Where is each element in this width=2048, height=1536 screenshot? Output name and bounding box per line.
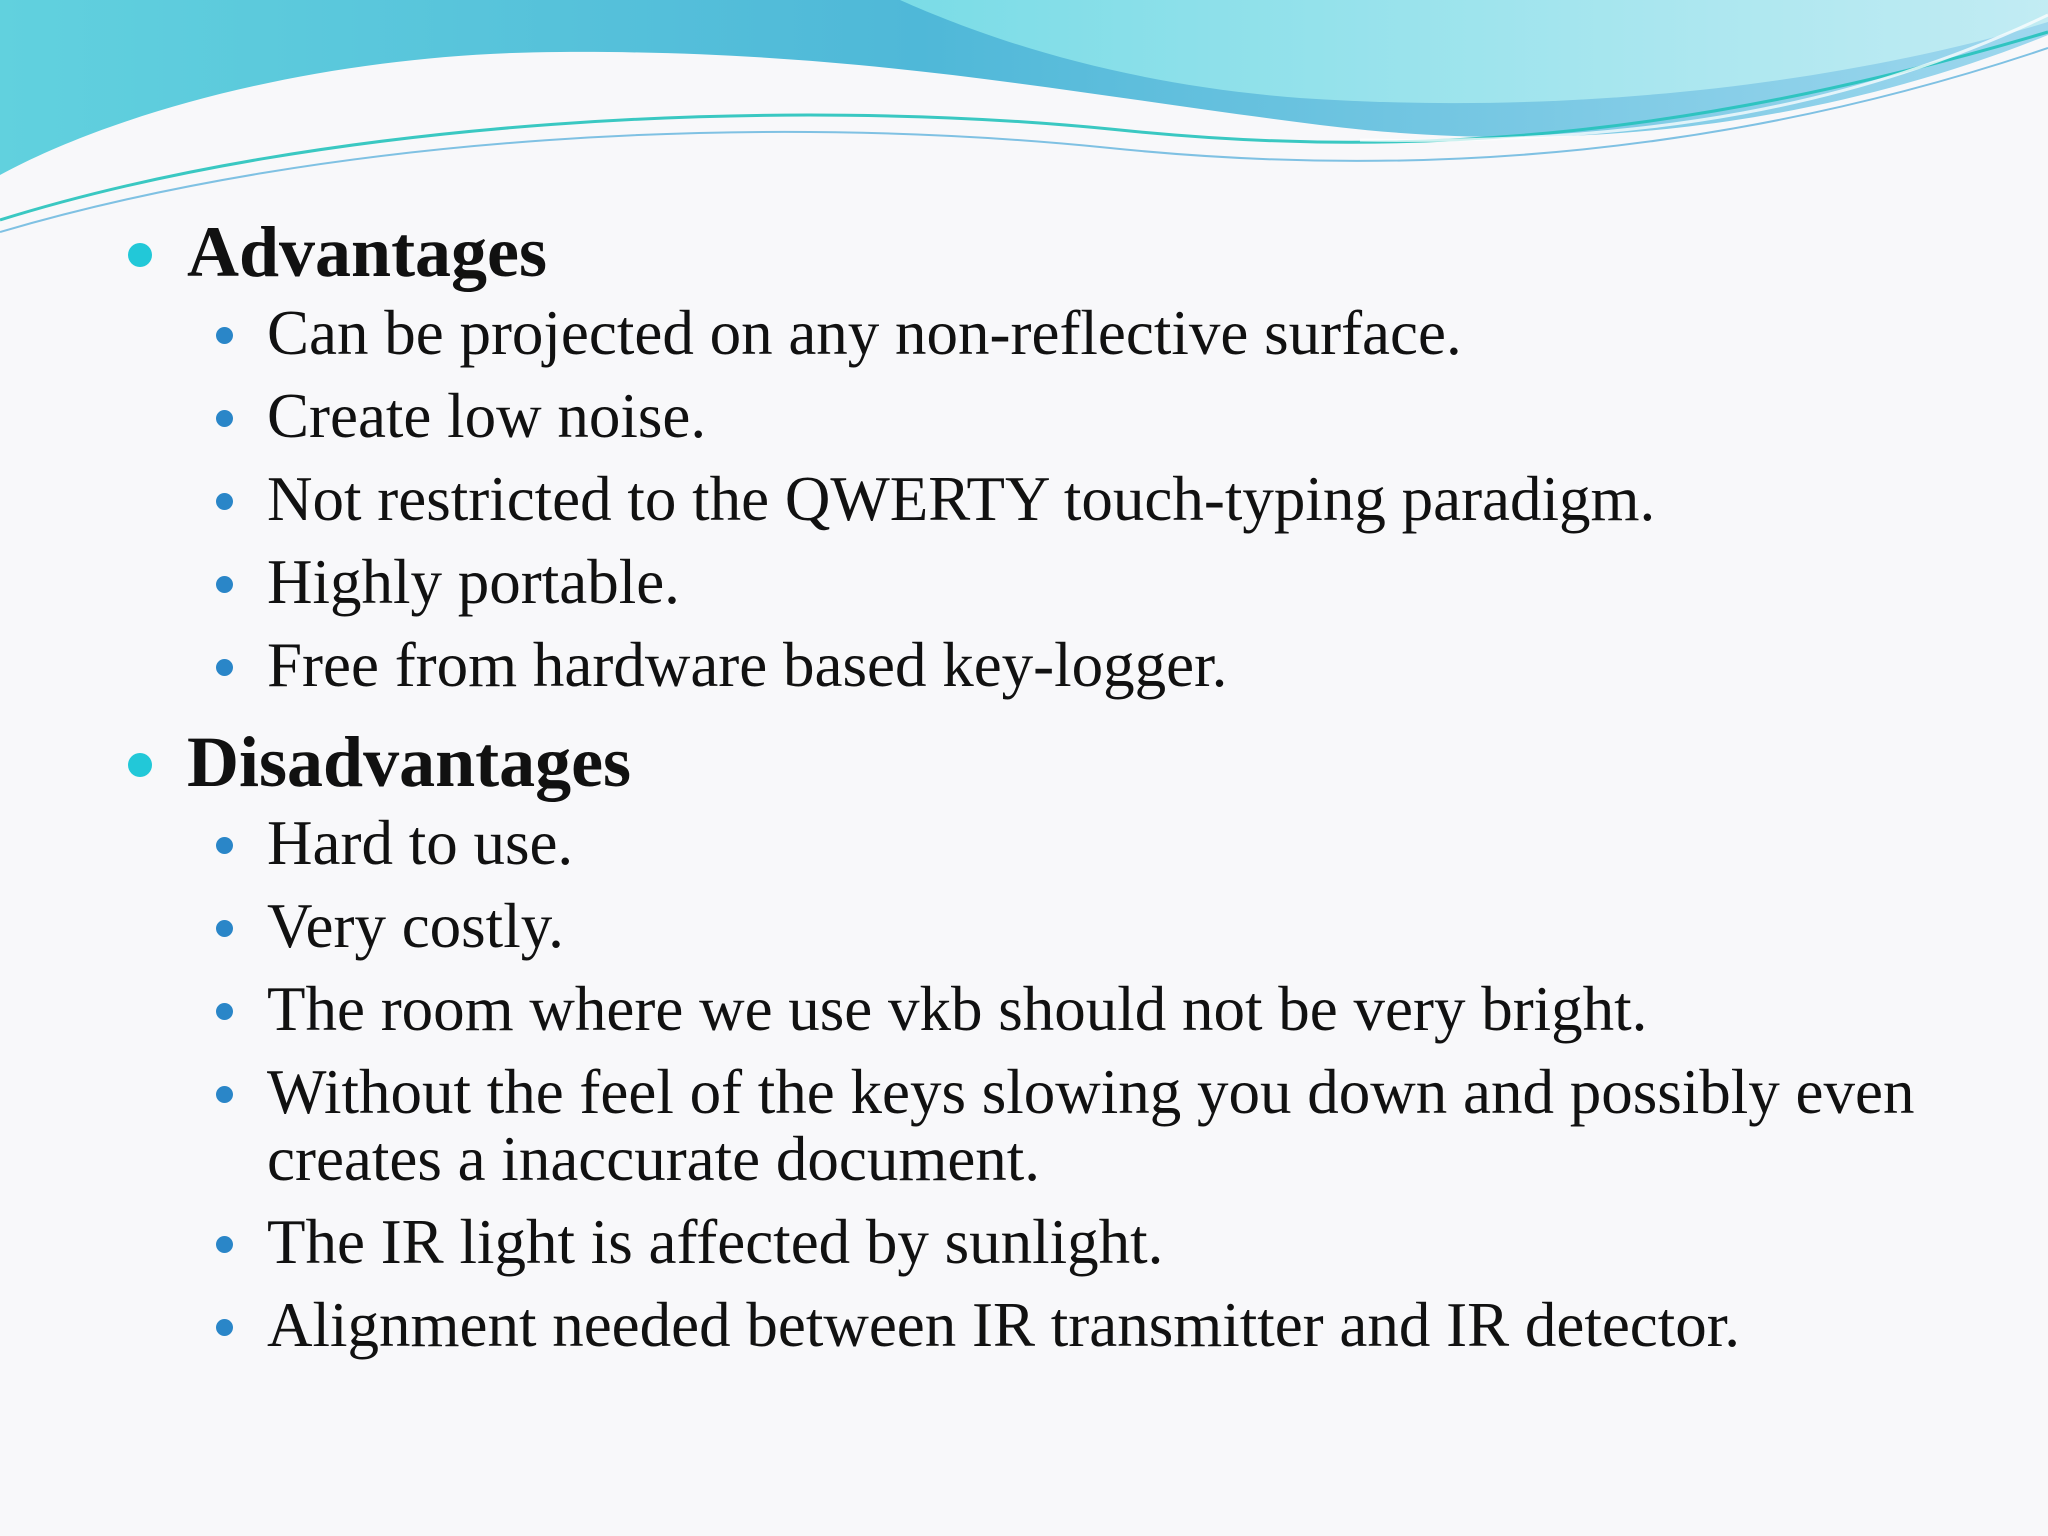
- advantage-item: Free from hardware based key-logger.: [212, 632, 1945, 699]
- slide-content: [125, 205, 1945, 1375]
- advantages-list: [125, 300, 1945, 699]
- disadvantages-heading: Disadvantages: [125, 715, 1945, 810]
- disadvantage-item: Hard to use.: [212, 810, 1945, 877]
- disadvantage-item: The IR light is affected by sunlight.: [212, 1209, 1945, 1276]
- disadvantage-item: Without the feel of the keys slowing you down and possibly even creates a inaccurate document.: [212, 1059, 1945, 1193]
- advantage-item: Not restricted to the QWERTY touch-typing paradigm.: [212, 466, 1945, 533]
- advantage-item: Highly portable.: [212, 549, 1945, 616]
- disadvantage-item: The room where we use vkb should not be very bright.: [212, 976, 1945, 1043]
- advantages-heading: Advantages: [125, 205, 1945, 300]
- advantage-item: Can be projected on any non-reflective surface.: [212, 300, 1945, 367]
- advantage-item: Create low noise.: [212, 383, 1945, 450]
- disadvantages-section: [125, 715, 1945, 1359]
- disadvantage-item: Very costly.: [212, 893, 1945, 960]
- disadvantage-item: Alignment needed between IR transmitter and IR detector.: [212, 1292, 1945, 1359]
- advantages-section: [125, 205, 1945, 699]
- decorative-wave-header: [0, 0, 2048, 240]
- disadvantages-list: [125, 810, 1945, 1359]
